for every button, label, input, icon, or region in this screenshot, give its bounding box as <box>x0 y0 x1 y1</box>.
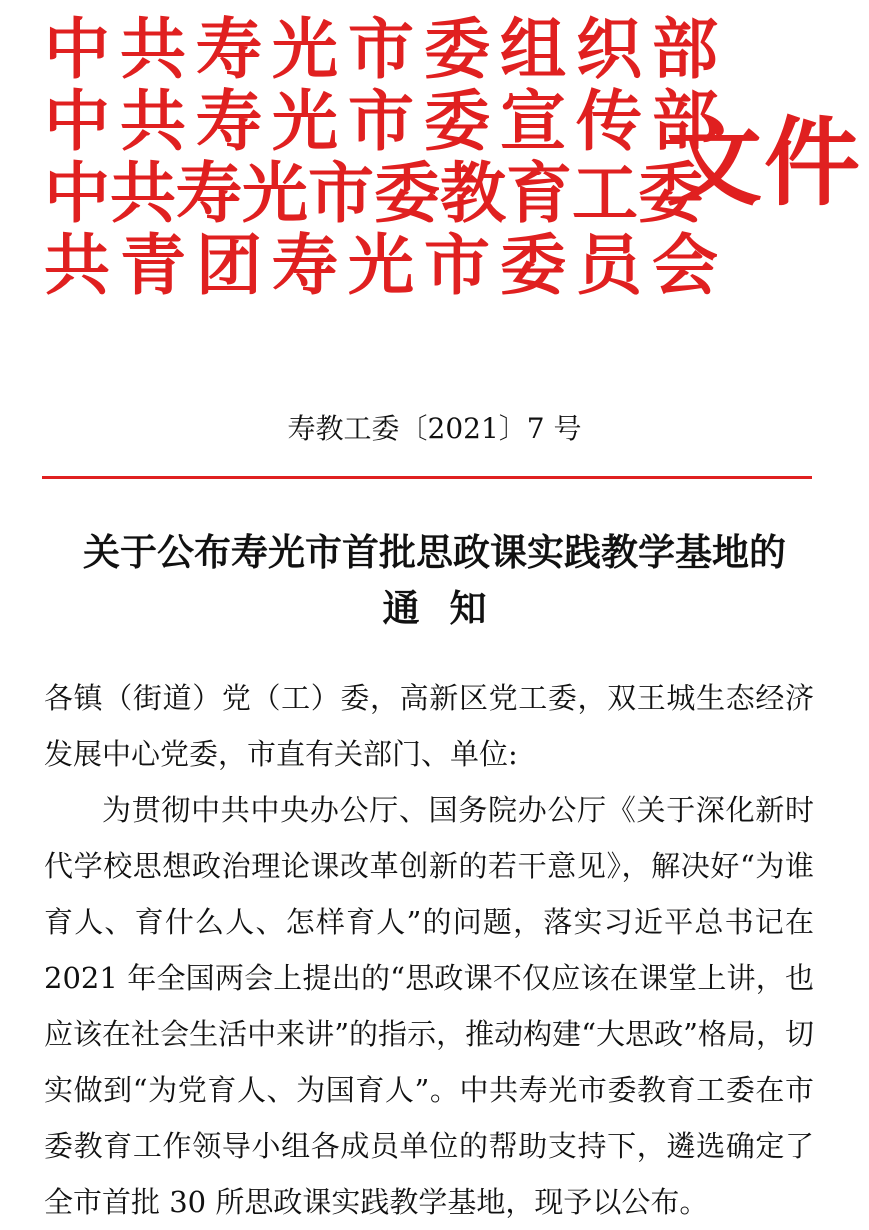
red-header <box>44 11 862 314</box>
document-title <box>0 524 869 636</box>
body-paragraph-1: 为贯彻中共中央办公厅、国务院办公厅《关于深化新时代学校思想政治理论课改革创新的若干意见》，解决好“为谁育人、育什么人、怎样育人”的问题，落实习近平总书记在 2021 年全国两会上提出的“思政课不仅应该在课堂上讲，也应该在社会生活中来讲”的指示，推动构建“大思政”格局，切实做到“为党育人、为国育人”。中共寿光市委教育工委在市委教育工作领导小组各成员单位的帮助支持下，遴选确定了全市首批 30 所思政课实践教学基地，现予以公布。 <box>44 793 814 1219</box>
title-line-2: 通知 <box>382 586 517 630</box>
document-suffix: 文件 <box>666 107 862 219</box>
issuer-list <box>44 11 728 304</box>
salutation: 各镇（街道）党（工）委，高新区党工委，双王城生态经济发展中心党委，市直有关部门、单位: <box>44 681 814 771</box>
document-body <box>44 670 814 1230</box>
document-number: 寿教工委〔2021〕7 号 <box>287 412 582 445</box>
issuer-youth-league: 共青团寿光市委员会 <box>44 227 728 304</box>
issuer-publicity-dept: 中共寿光市委宣传部 <box>44 83 728 160</box>
red-divider <box>42 476 812 479</box>
issuer-organization-dept: 中共寿光市委组织部 <box>44 11 728 88</box>
title-line-1: 关于公布寿光市首批思政课实践教学基地的 <box>83 530 786 574</box>
issuer-education-committee: 中共寿光市委教育工委 <box>44 155 704 232</box>
